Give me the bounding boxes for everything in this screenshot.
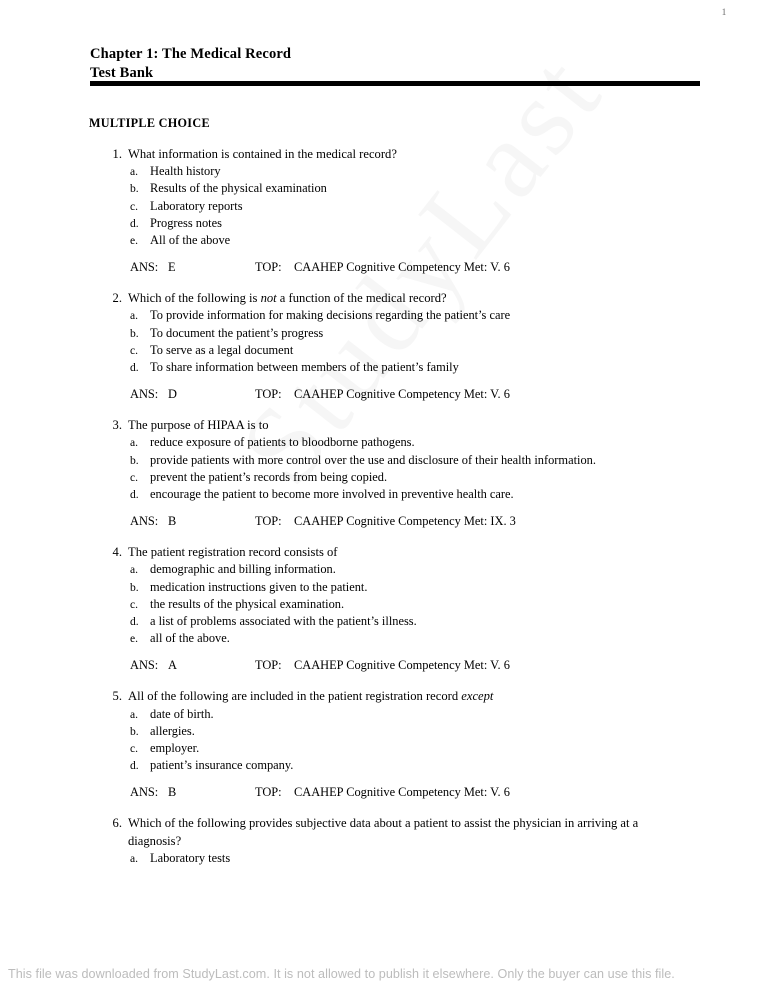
option-letter: c. [130, 343, 139, 357]
option-text: Laboratory reports [150, 198, 243, 213]
question-number: 4. [112, 545, 122, 560]
option-letter: a. [130, 309, 139, 323]
option-text: Laboratory tests [150, 850, 231, 865]
option-text: all of the above. [150, 631, 230, 646]
option-text: reduce exposure of patients to bloodborne pathogens. [150, 435, 415, 450]
option-list [0, 850, 768, 867]
option-item[interactable] [0, 579, 768, 596]
answer-line [0, 513, 768, 530]
answer-line [0, 386, 768, 403]
answer-label: ANS: [130, 260, 159, 275]
answer-label: ANS: [130, 387, 159, 402]
option-letter: b. [130, 453, 139, 467]
option-text: encourage the patient to become more involved in preventive health care. [150, 487, 514, 502]
option-text: Results of the physical examination [150, 181, 327, 196]
option-item[interactable] [0, 307, 768, 324]
option-letter: c. [130, 470, 139, 484]
question-block [0, 417, 768, 530]
question-stem-text: What information is contained in the medical record? [128, 147, 397, 161]
option-text: To provide information for making decisions regarding the patient’s care [150, 308, 511, 323]
option-item[interactable] [0, 434, 768, 451]
answer-value: A [168, 658, 177, 673]
question-stem-text: The patient registration record consists of [128, 545, 338, 560]
option-letter: a. [130, 563, 139, 577]
option-text: provide patients with more control over the use and disclosure of their health information. [150, 452, 596, 467]
question-stem-emphasis: except [461, 689, 494, 704]
topic-label: TOP: [255, 785, 282, 800]
question-number: 5. [112, 689, 122, 704]
option-letter: c. [130, 199, 139, 213]
option-item[interactable] [0, 596, 768, 613]
option-item[interactable] [0, 850, 768, 867]
option-letter: d. [130, 361, 139, 375]
question-stem [0, 544, 768, 561]
option-item[interactable] [0, 740, 768, 757]
option-letter: c. [130, 597, 139, 611]
option-list [0, 163, 768, 249]
option-letter: b. [130, 326, 139, 340]
option-item[interactable] [0, 757, 768, 774]
option-item[interactable] [0, 180, 768, 197]
option-text: To serve as a legal document [150, 342, 294, 357]
footer-download-notice: This file was downloaded from StudyLast.com. It is not allowed to publish it elsewhere. Only the buyer can use this file. [8, 967, 675, 981]
option-letter: d. [130, 615, 139, 629]
option-letter: e. [130, 234, 139, 248]
option-item[interactable] [0, 706, 768, 723]
option-item[interactable] [0, 163, 768, 180]
option-text: employer. [150, 741, 200, 756]
option-text: a list of problems associated with the patient’s illness. [150, 614, 417, 629]
option-text: medication instructions given to the patient. [150, 579, 368, 594]
option-item[interactable] [0, 486, 768, 503]
option-text: prevent the patient’s records from being copied. [150, 469, 388, 484]
question-list [0, 146, 768, 881]
option-text: Health history [150, 164, 221, 179]
option-letter: d. [130, 759, 139, 773]
question-stem [0, 146, 768, 163]
topic-value: CAAHEP Cognitive Competency Met: V. 6 [294, 785, 510, 800]
option-letter: a. [130, 707, 139, 721]
option-letter: c. [130, 742, 139, 756]
question-number: 1. [112, 147, 122, 161]
question-block [0, 544, 768, 674]
option-item[interactable] [0, 359, 768, 376]
answer-value: B [168, 785, 177, 800]
option-item[interactable] [0, 561, 768, 578]
answer-line [0, 259, 768, 276]
question-block [0, 815, 768, 867]
option-letter: a. [130, 851, 139, 865]
topic-label: TOP: [255, 514, 282, 529]
option-text: demographic and billing information. [150, 562, 336, 577]
question-block [0, 290, 768, 403]
option-text: All of the above [150, 233, 231, 248]
document-header [90, 45, 702, 83]
question-block [0, 688, 768, 801]
option-text: allergies. [150, 723, 195, 738]
option-text: patient’s insurance company. [150, 758, 294, 773]
option-item[interactable] [0, 232, 768, 249]
question-number: 6. [112, 816, 122, 831]
question-stem [0, 417, 768, 434]
question-stem-text: All of the following are included in the patient registration record [128, 689, 462, 704]
option-letter: d. [130, 488, 139, 502]
answer-label: ANS: [130, 658, 159, 673]
option-letter: e. [130, 632, 139, 646]
option-letter: a. [130, 165, 139, 179]
topic-label: TOP: [255, 260, 282, 275]
option-letter: a. [130, 436, 139, 450]
option-item[interactable] [0, 723, 768, 740]
header-divider-rule [90, 81, 700, 86]
option-letter: d. [130, 216, 139, 230]
option-item[interactable] [0, 198, 768, 215]
option-item[interactable] [0, 469, 768, 486]
option-list [0, 561, 768, 647]
option-item[interactable] [0, 342, 768, 359]
option-item[interactable] [0, 215, 768, 232]
page-number: 1 [721, 8, 727, 18]
question-number: 2. [112, 291, 122, 306]
answer-line [0, 784, 768, 801]
question-stem [0, 815, 768, 849]
option-text: To document the patient’s progress [150, 325, 324, 340]
option-letter: b. [130, 724, 139, 738]
topic-value: CAAHEP Cognitive Competency Met: IX. 3 [294, 514, 516, 529]
question-stem-text: Which of the following is [128, 291, 261, 306]
answer-value: D [168, 387, 177, 402]
question-stem-emphasis: not [260, 291, 277, 306]
document-subtitle: Test Bank [90, 65, 154, 81]
option-text: the results of the physical examination. [150, 596, 345, 611]
question-stem-text: The purpose of HIPAA is to [128, 418, 269, 433]
question-stem [0, 688, 768, 705]
chapter-title: Chapter 1: The Medical Record [90, 46, 292, 62]
answer-label: ANS: [130, 785, 159, 800]
option-list [0, 706, 768, 775]
answer-value: B [168, 514, 177, 529]
question-number: 3. [112, 418, 122, 433]
answer-label: ANS: [130, 514, 159, 529]
topic-value: CAAHEP Cognitive Competency Met: V. 6 [294, 387, 510, 402]
question-stem [0, 290, 768, 307]
option-text: date of birth. [150, 706, 214, 721]
topic-value: CAAHEP Cognitive Competency Met: V. 6 [294, 260, 510, 275]
question-stem-tail: a function of the medical record? [276, 291, 447, 306]
option-text: Progress notes [150, 215, 222, 230]
option-list [0, 434, 768, 503]
option-item[interactable] [0, 613, 768, 630]
option-item[interactable] [0, 452, 768, 469]
option-item[interactable] [0, 630, 768, 647]
topic-value: CAAHEP Cognitive Competency Met: V. 6 [294, 658, 510, 673]
answer-line [0, 657, 768, 674]
question-stem-text: Which of the following provides subjective data about a patient to assist the physician in arriving at a diagnosis? [128, 816, 639, 848]
section-heading-multiple-choice: MULTIPLE CHOICE [89, 116, 210, 130]
question-block [0, 146, 768, 276]
option-letter: b. [130, 580, 139, 594]
topic-label: TOP: [255, 658, 282, 673]
topic-label: TOP: [255, 387, 282, 402]
option-item[interactable] [0, 325, 768, 342]
option-list [0, 307, 768, 376]
answer-value: E [168, 260, 176, 275]
option-text: To share information between members of the patient’s family [150, 360, 459, 375]
option-letter: b. [130, 182, 139, 196]
